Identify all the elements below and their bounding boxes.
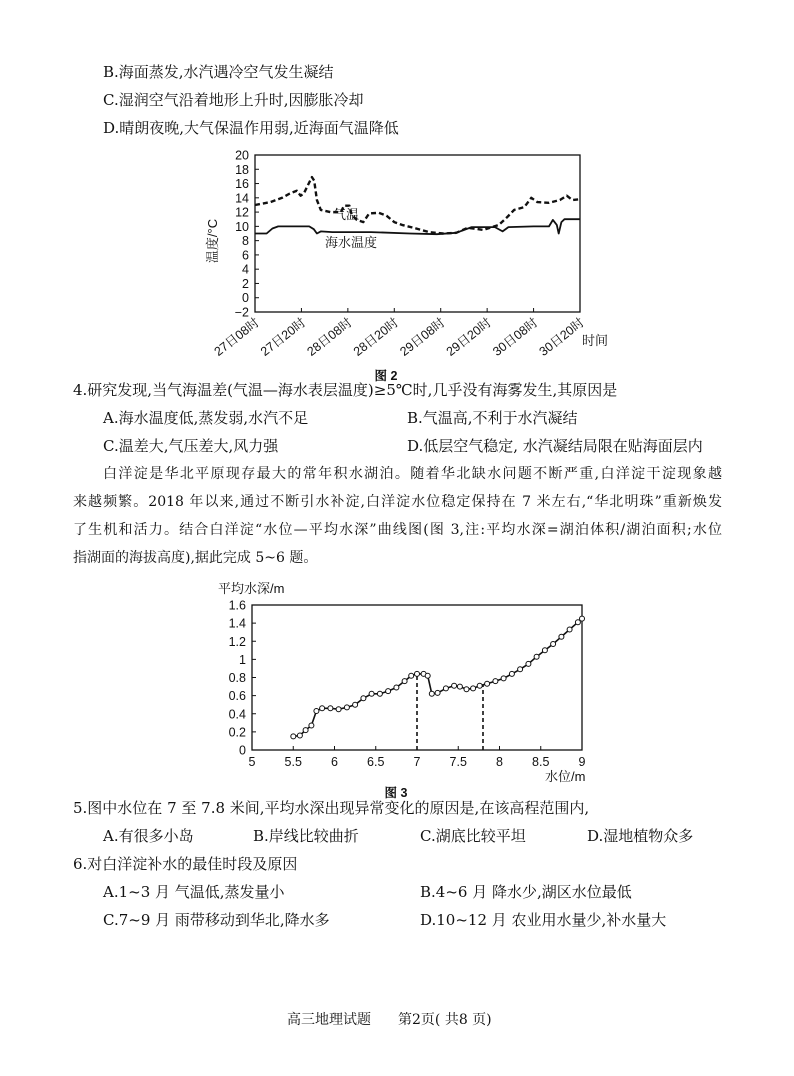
q6-stem: 6.对白洋淀补水的最佳时段及原因 [73,855,298,873]
data-point [435,690,440,695]
q3-option-b: B.海面蒸发,水汽遇冷空气发生凝结 [103,63,334,81]
y-tick-label: 20 [235,148,249,163]
air-temperature-line [255,177,580,233]
data-point [303,728,308,733]
y-tick-label: 1 [239,652,246,667]
q5-option-d: D.湿地植物众多 [587,827,694,845]
q5-option-b: B.岸线比较曲折 [253,827,359,845]
q5-option-c: C.湖底比较平坦 [420,827,526,845]
data-point [309,723,314,728]
data-point [320,706,325,711]
data-point [509,671,514,676]
data-point [501,676,506,681]
sea-temperature-label: 海水温度 [325,235,378,250]
q6-option-d: D.10~12 月 农业用水量少,补水量大 [420,911,667,929]
q4-option-c: C.温差大,气压差大,风力强 [103,437,279,455]
y-tick-label: 16 [235,177,249,192]
x-tick-label: 8 [496,755,503,769]
y-tick-label: 0.4 [228,707,246,722]
x-tick-label: 27日08时 [211,315,262,359]
x-tick-label: 28日08时 [304,315,355,359]
data-point [477,683,482,688]
figure-caption: 图 3 [384,786,408,800]
y-tick-label: 4 [242,262,249,277]
data-point [291,734,296,739]
data-point [464,687,469,692]
y-tick-label: 18 [235,162,249,177]
x-tick-label: 27日20时 [258,315,309,359]
data-point [567,627,572,632]
data-point [377,691,382,696]
figure-caption: 图 2 [374,369,398,383]
x-axis-title: 时间 [582,333,609,348]
q3-option-d: D.晴朗夜晚,大气保温作用弱,近海面气温降低 [103,119,399,137]
data-point [344,705,349,710]
sea-temperature-line [255,219,580,234]
x-tick-label: 7 [413,755,421,769]
q6-option-a: A.1~3 月 气温低,蒸发量小 [103,883,285,901]
y-tick-label: 0 [242,291,249,306]
y-tick-label: 0.6 [228,689,246,704]
x-tick-label: 28日20时 [350,315,402,359]
mean-depth-line [293,619,582,737]
y-tick-label: 1.4 [228,616,246,631]
y-tick-label: 12 [235,205,249,220]
x-tick-label: 6.5 [367,755,385,769]
data-point [526,661,531,666]
figure-2-temperature-chart [190,140,620,385]
y-tick-label: 1.6 [228,598,246,613]
passage-line: 了生机和活力。结合白洋淀“水位—平均水深”曲线图(图 3,注:平均水深=湖泊体积/湖泊面积;水位 [73,522,722,538]
data-point [471,686,476,691]
footer-page-number: 第2页( 共8 页) [398,1012,492,1028]
y-axis-title: 平均水深/m [218,581,285,596]
y-tick-label: 8 [242,234,249,249]
passage-line: 来越频繁。2018 年以来,通过不断引水补淀,白洋淀水位稳定保持在 7 米左右,“华北明珠”重新焕发 [73,494,722,510]
x-axis-title: 水位/m [545,769,586,784]
data-point [353,702,358,707]
data-point [429,691,434,696]
passage-line: 白洋淀是华北平原现存最大的常年积水湖泊。随着华北缺水问题不断严重,白洋淀干淀现象越 [103,466,722,482]
data-point [534,654,539,659]
y-tick-label: 14 [235,191,249,206]
data-point [425,673,430,678]
data-point [559,634,564,639]
data-point [551,642,556,647]
y-tick-label: 1.2 [228,634,246,649]
data-point [328,706,333,711]
data-point [493,679,498,684]
data-point [485,681,490,686]
data-point [457,684,462,689]
x-tick-label: 30日08时 [490,315,541,359]
data-point [394,685,399,690]
y-tick-label: 0 [239,743,246,758]
q6-option-c: C.7~9 月 雨带移动到华北,降水多 [103,911,330,929]
figure-3-water-level-chart [200,575,600,803]
y-tick-label: 6 [242,248,249,263]
x-tick-label: 9 [578,755,586,769]
y-tick-label: 2 [242,276,249,291]
x-tick-label: 8.5 [532,755,550,769]
data-point [580,616,585,621]
q6-option-b: B.4~6 月 降水少,湖区水位最低 [420,883,632,901]
y-tick-label: 0.8 [228,671,246,685]
y-tick-label: −2 [234,305,249,320]
x-tick-label: 7.5 [449,755,467,769]
y-tick-label: 0.2 [228,725,246,740]
data-point [443,686,448,691]
q4-option-a: A.海水温度低,蒸发弱,水汽不足 [103,409,309,427]
q4-option-d: D.低层空气稳定, 水汽凝结局限在贴海面层内 [407,437,703,455]
data-point [542,648,547,653]
data-point [415,671,420,676]
passage-line: 指湖面的海拔高度),据此完成 5~6 题。 [73,550,318,566]
footer-title: 高三地理试题 [287,1012,371,1028]
y-axis-title: 温度/°C [205,218,220,264]
q4-stem: 4.研究发现,当气海温差(气温—海水表层温度)≥5℃时,几乎没有海雾发生,其原因是 [73,381,618,399]
x-tick-label: 29日08时 [397,315,448,359]
data-point [386,689,391,694]
data-point [409,673,414,678]
x-tick-label: 6 [331,755,338,769]
q5-stem: 5.图中水位在 7 至 7.8 米间,平均水深出现异常变化的原因是,在该高程范围内, [73,799,590,817]
q4-option-b: B.气温高,不利于水汽凝结 [407,409,578,427]
data-point [402,679,407,684]
data-point [361,696,366,701]
data-point [518,667,523,672]
data-point [314,709,319,714]
data-point [297,733,302,738]
x-tick-label: 5 [248,755,256,769]
data-point [452,683,457,688]
x-tick-label: 30日20时 [536,315,587,359]
x-tick-label: 29日20时 [443,315,494,359]
x-tick-label: 5.5 [284,755,302,769]
q3-option-c: C.湿润空气沿着地形上升时,因膨胀冷却 [103,91,364,109]
data-point [369,691,374,696]
q5-option-a: A.有很多小岛 [103,827,194,845]
air-temperature-label: 气温 [333,207,360,222]
y-tick-label: 10 [235,219,249,234]
data-point [336,707,341,712]
